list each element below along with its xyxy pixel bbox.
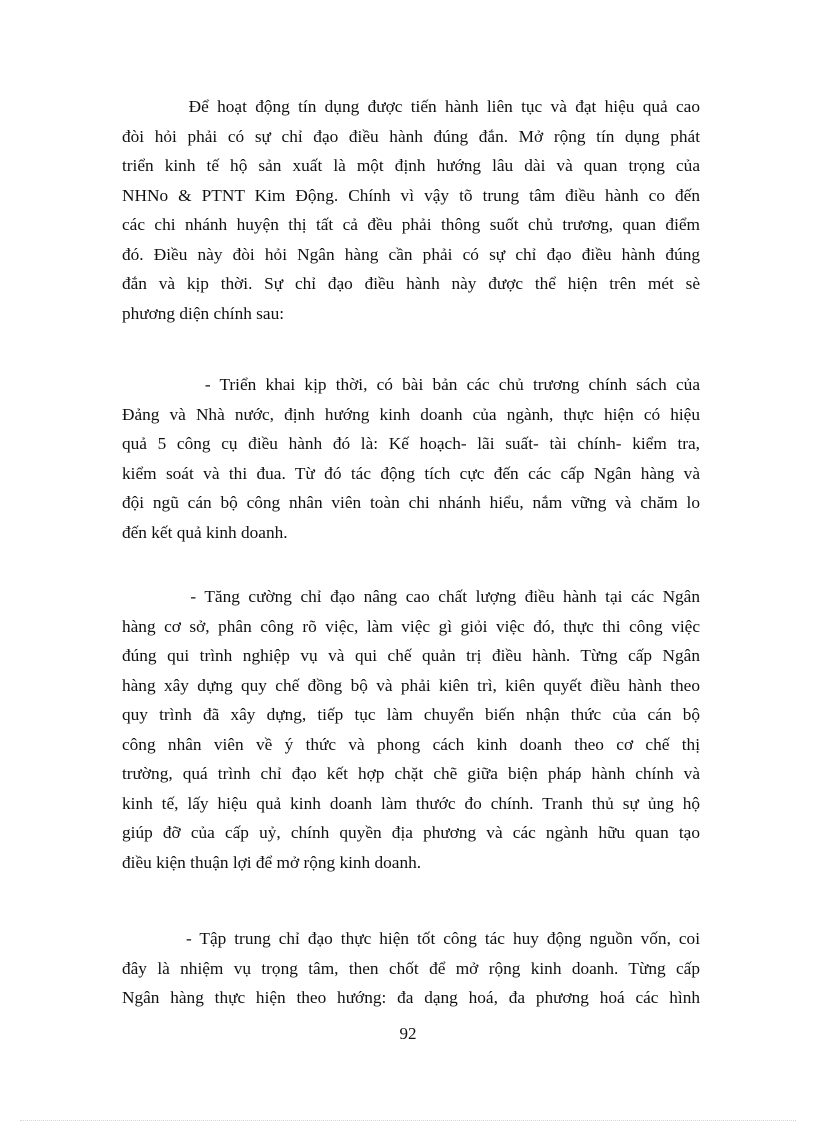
text-line: đội ngũ cán bộ công nhân viên toàn chi nhánh hiểu, nắm vững và chăm lo (122, 493, 700, 512)
text-line: - Tăng cường chỉ đạo nâng cao chất lượng điều hành tại các Ngân (122, 587, 700, 606)
paragraph-3 (122, 582, 700, 877)
text-line: đó. Điều này đòi hỏi Ngân hàng cần phải có sự chỉ đạo điều hành đúng (122, 244, 700, 264)
text-line: đây là nhiệm vụ trọng tâm, then chốt để mở rộng kinh doanh. Từng cấp (122, 958, 700, 978)
paragraph-2 (122, 370, 700, 547)
page-bottom-divider (20, 1120, 796, 1121)
text-line: quy trình đã xây dựng, tiếp tục làm chuyển biến nhận thức của cán bộ (122, 705, 700, 724)
page-number: 92 (399, 1024, 417, 1043)
text-line: các chi nhánh huyện thị tất cả đều phải thông suốt chủ trương, quan điểm (122, 215, 700, 234)
text-line: đòi hỏi phải có sự chỉ đạo điều hành đúng đắn. Mở rộng tín dụng phát (122, 126, 700, 146)
text-line: Đảng và Nhà nước, định hướng kinh doanh của ngành, thực hiện có hiệu (122, 404, 700, 424)
text-line: Để hoạt động tín dụng được tiến hành liên tục và đạt hiệu quả cao (122, 97, 700, 116)
text-line: hàng xây dựng quy chế đồng bộ và phải kiên trì, kiên quyết điều hành theo (122, 675, 700, 695)
text-line: đến kết quả kinh doanh. (122, 522, 288, 542)
text-line: công nhân viên về ý thức và phong cách kinh doanh theo cơ chế thị (122, 734, 700, 754)
text-line: hàng cơ sở, phân công rõ việc, làm việc gì giỏi việc đó, thực thi công việc (122, 616, 700, 636)
text-line: đắn và kịp thời. Sự chỉ đạo điều hành này được thể hiện trên mét sè (122, 274, 700, 293)
text-line: - Triển khai kịp thời, có bài bản các chủ trương chính sách của (122, 375, 700, 394)
text-line: kiểm soát và thi đua. Từ đó tác động tích cực đến các cấp Ngân hàng và (122, 463, 700, 483)
text-line: Ngân hàng thực hiện theo hướng: đa dạng hoá, đa phương hoá các hình (122, 988, 700, 1007)
text-line: phương diện chính sau: (122, 303, 285, 323)
text-line: điều kiện thuận lợi để mở rộng kinh doanh. (122, 852, 422, 872)
text-line: quả 5 công cụ điều hành đó là: Kế hoạch- lãi suất- tài chính- kiểm tra, (122, 434, 700, 453)
text-line: NHNo & PTNT Kim Động. Chính vì vậy tõ trung tâm điều hành co đến (122, 185, 700, 205)
paragraph-1 (122, 92, 700, 328)
text-line: triển kinh tế hộ sản xuất là một định hướng lâu dài và quan trọng của (122, 156, 700, 175)
text-line: giúp đỡ của cấp uỷ, chính quyền địa phương và các ngành hữu quan tạo (122, 823, 700, 842)
text-line: kinh tế, lấy hiệu quả kinh doanh làm thước đo chính. Tranh thủ sự ủng hộ (122, 793, 700, 813)
text-line: trường, quá trình chỉ đạo kết hợp chặt chẽ giữa biện pháp hành chính và (122, 764, 700, 783)
paragraph-4 (122, 924, 700, 1013)
text-line: đúng qui trình nghiệp vụ và qui chế quản trị điều hành. Từng cấp Ngân (122, 646, 700, 665)
text-line: - Tập trung chỉ đạo thực hiện tốt công tác huy động nguồn vốn, coi (122, 929, 700, 948)
